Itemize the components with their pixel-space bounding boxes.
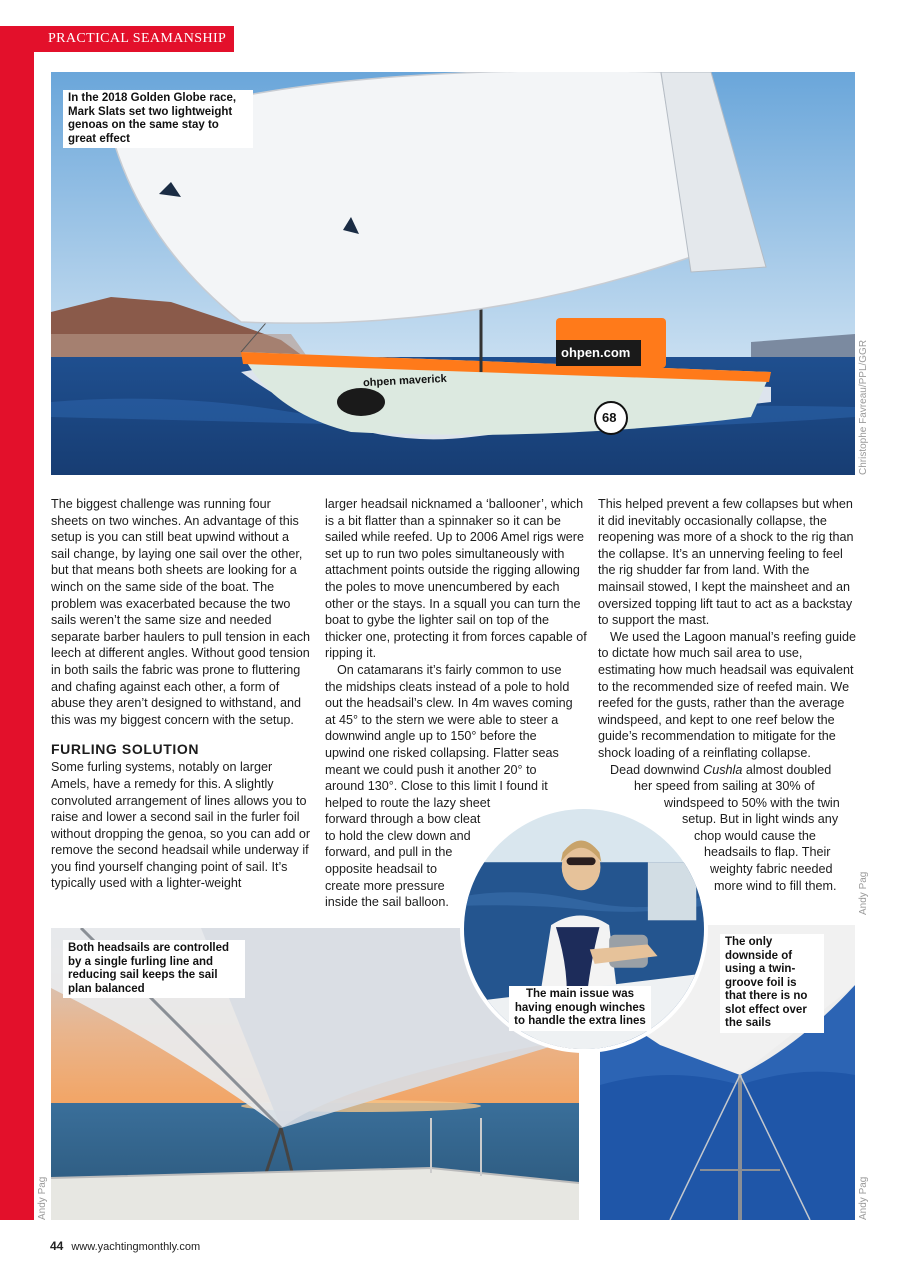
boat-name: Cushla bbox=[703, 762, 743, 777]
sail-number: 68 bbox=[602, 410, 617, 425]
circle-photo-credit: Andy Pag bbox=[858, 871, 869, 915]
bottom-right-credit: Andy Pag bbox=[858, 1176, 869, 1220]
column3-paragraph-1: This helped prevent a few collapses but when it did inevitably occasionally collapse, the reopening was more of a shock to the rig than the collapse. It’s an unnerving feeling to feel the rig shudder far from land. With the mainsail stowed, I kept the mainsheet and an oversized topping lift taut to act as a backstay to support the mast. bbox=[598, 497, 854, 628]
column2-line: create more pressure bbox=[325, 878, 445, 893]
furling-solution-heading: FURLING SOLUTION bbox=[51, 741, 200, 758]
column2-line: forward through a bow cleat bbox=[325, 812, 481, 827]
column2-paragraph-1: larger headsail nicknamed a ‘ballooner’, which is a bit flatter than a spinnaker so it can be sailed while reefed. Up to 2006 Amel rigs were set up to run two poles simultaneously with attachment points outside the rigging allowing the poles to move unencumbered by each other or the stays. In a squall you can turn the boat to gybe the lighter sail on top of the thicker one, protecting it from forces capable of ripping it. bbox=[325, 497, 587, 661]
column2-line: out the headsail’s clew. In 4m waves coming bbox=[325, 696, 573, 711]
page-number: 44 bbox=[50, 1239, 64, 1253]
section-label: PRACTICAL SEAMANSHIP bbox=[34, 26, 234, 52]
hull-text: ohpen maverick bbox=[362, 372, 448, 390]
cockpit-banner: ohpen.com bbox=[561, 345, 631, 360]
page-footer bbox=[50, 1239, 200, 1253]
bottom-left-credit: Andy Pag bbox=[37, 1176, 48, 1220]
column2-line: meant we could push it another 20° to bbox=[325, 762, 537, 777]
red-margin-bar bbox=[0, 26, 34, 1220]
website-link[interactable]: www.yachtingmonthly.com bbox=[71, 1241, 201, 1253]
column2-line: the midships cleats instead of a pole to hold bbox=[325, 679, 570, 694]
column3-line: weighty fabric needed bbox=[710, 862, 833, 877]
bottom-left-caption: Both headsails are controlled by a single furling line and reducing sail keeps the sail plan balanced bbox=[63, 940, 245, 998]
column2-line: On catamarans it’s fairly common to use bbox=[337, 662, 562, 677]
column3-line-start: Dead downwind bbox=[610, 762, 704, 777]
circle-photo-caption: The main issue was having enough winches to handle the extra lines bbox=[509, 986, 651, 1031]
column2-line: downwind angle up to 150° before the bbox=[325, 729, 537, 744]
column2-line: helped to route the lazy sheet bbox=[325, 795, 491, 810]
column3-line: more wind to fill them. bbox=[714, 878, 837, 893]
column3-line: windspeed to 50% with the twin bbox=[664, 795, 840, 810]
column2-line: upwind one risked collapsing. Flatter seas bbox=[325, 745, 559, 760]
column3-line: chop would cause the bbox=[694, 828, 816, 843]
text-column-1 bbox=[51, 496, 311, 892]
column2-line: opposite headsail to bbox=[325, 862, 438, 877]
column3-line: her speed from sailing at 30% of bbox=[634, 779, 815, 794]
column2-line: forward, and pull in the bbox=[325, 845, 453, 860]
column3-line: headsails to flap. Their bbox=[704, 845, 831, 860]
column3-line: setup. But in light winds any bbox=[682, 812, 839, 827]
column3-paragraph-2: We used the Lagoon manual’s reefing guide to dictate how much sail area to use, estimating how much headsail was equivalent to the recommended size of reefed main. We reefed for the gusts, rather than the average windspeed, and kept to one reef below the guide’s recommendation to mitigate for the shock loading of a reinflating collapse. bbox=[598, 629, 856, 760]
bottom-right-caption: The only downside of using a twin-groove foil is that there is no slot effect over the sails bbox=[720, 934, 824, 1033]
column3-line-end: almost doubled bbox=[742, 762, 832, 777]
column2-line: around 130°. Close to this limit I found it bbox=[325, 779, 548, 794]
column3-paragraph-3 bbox=[598, 762, 856, 779]
column2-line: at 45° to the stern we were able to steer a bbox=[325, 712, 559, 727]
column1-paragraph-1: The biggest challenge was running four sheets on two winches. An advantage of this setup is you can still beat upwind without a sail change, by laying one sail over the other, but that means both sheets are looking for a winch on the same side of the boat. The problem was exacerbated because the two sails weren’t the same size and needed separate barber haulers to pull tension in each leech at different angles. Without good tension in both sails the fabric was prone to fluttering and chafing against each other, a form of abuse they aren’t designed to withstand, and this was my biggest concern with the setup. bbox=[51, 497, 311, 727]
top-photo-caption: In the 2018 Golden Globe race, Mark Slats set two lightweight genoas on the same stay to great effect bbox=[63, 90, 253, 148]
column1-paragraph-2: Some furling systems, notably on larger Amels, have a remedy for this. A slightly convoluted arrangement of lines allows you to raise and lower a second sail in the furler foil without dropping the genoa, so you can add or remove the second headsail while underway if you find yourself changing point of sail. It’s typically used with a lighter-weight bbox=[51, 760, 311, 891]
top-photo-yacht bbox=[51, 72, 855, 475]
top-photo-credit: Christophe Favreau/PPL/GGR bbox=[858, 339, 869, 475]
column2-line: inside the sail balloon. bbox=[325, 895, 449, 910]
column2-line: to hold the clew down and bbox=[325, 828, 471, 843]
